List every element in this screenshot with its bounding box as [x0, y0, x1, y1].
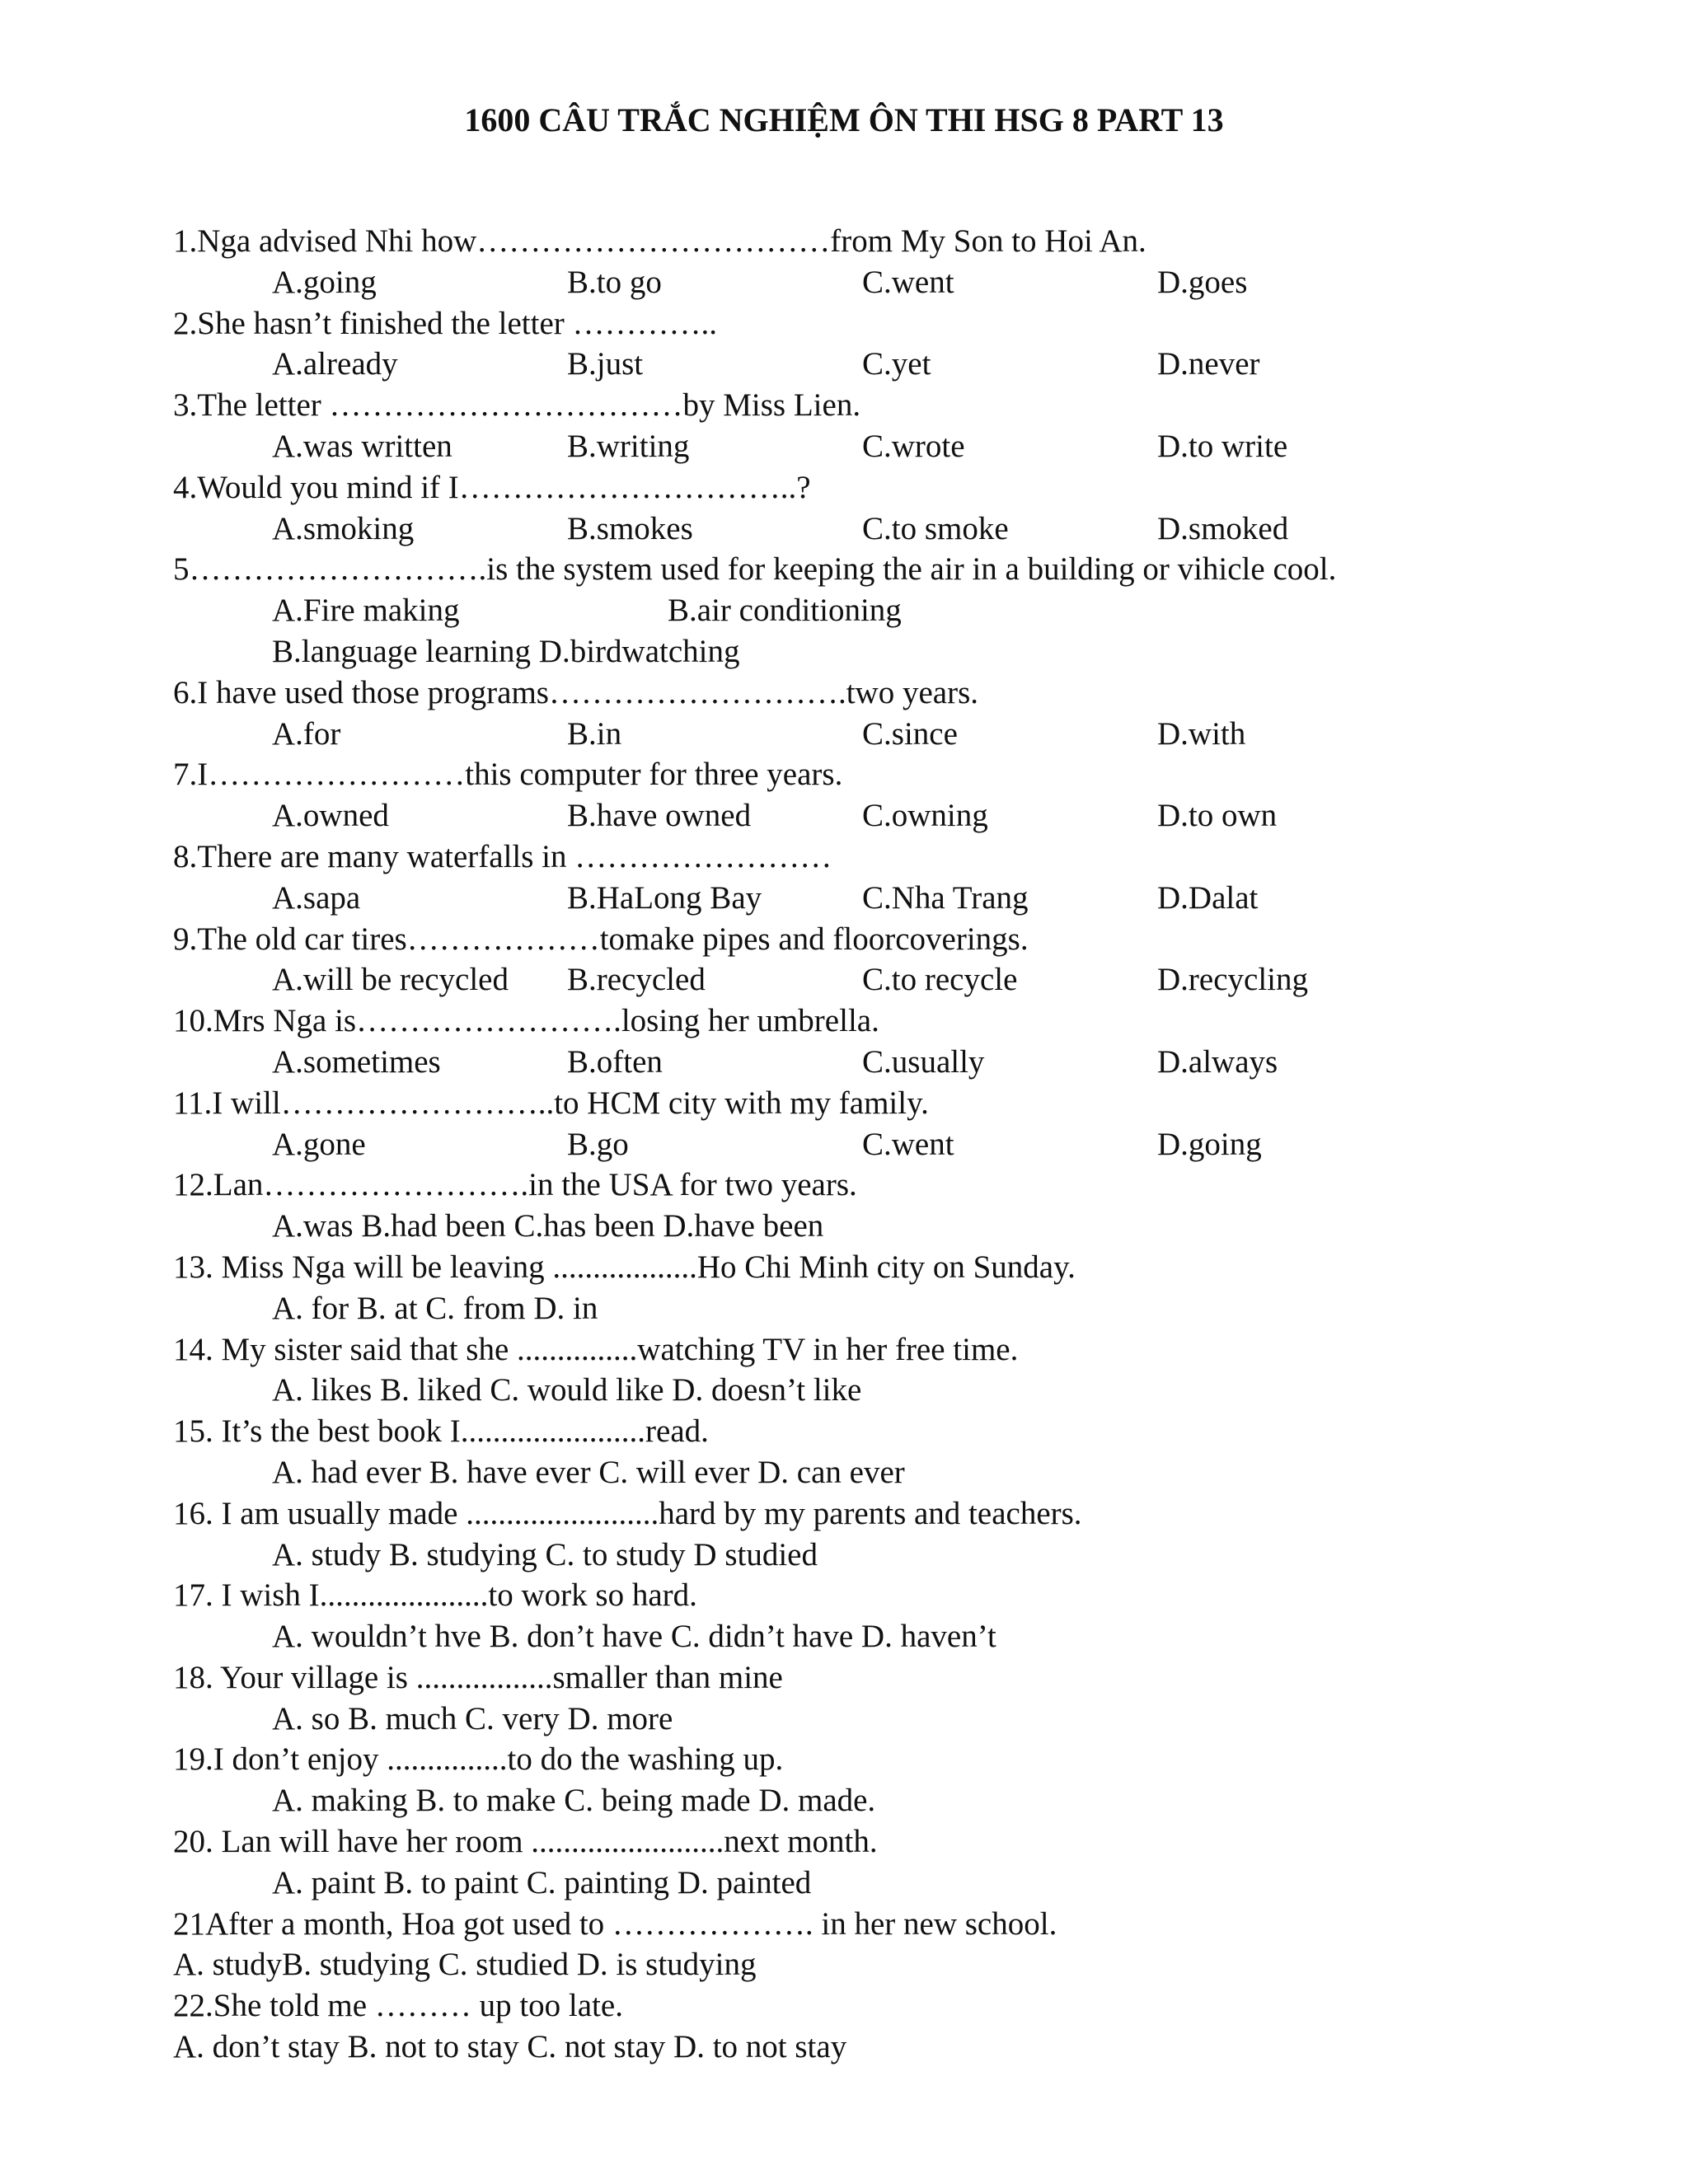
option-5b: B.air conditioning — [668, 593, 902, 629]
options-19: A. making B. to make C. being made D. made. — [272, 1783, 876, 1819]
option-11c: C.went — [862, 1126, 954, 1162]
options-3 — [173, 426, 1574, 467]
question-2: 2.She hasn’t finished the letter ………….. — [173, 305, 718, 341]
option-6c: C.since — [862, 715, 958, 752]
question-13: 13. Miss Nga will be leaving ..................Ho Chi Minh city on Sunday. — [173, 1249, 1076, 1285]
option-4a: A.smoking — [272, 510, 415, 546]
option-6a: A.for — [272, 715, 341, 752]
options-5-row1 — [173, 590, 1574, 631]
options-21: A. studyB. studying C. studied D. is studying — [173, 1947, 757, 1983]
option-4c: C.to smoke — [862, 510, 1009, 546]
option-3c: C.wrote — [862, 428, 965, 464]
option-1b: B.to go — [567, 264, 662, 300]
options-18: A. so B. much C. very D. more — [272, 1700, 673, 1736]
option-4d: D.smoked — [1157, 510, 1289, 546]
options-12: A.was B.had been C.has been D.have been — [272, 1208, 824, 1244]
options-11 — [173, 1124, 1574, 1165]
option-1a: A.going — [272, 264, 377, 300]
option-11b: B.go — [567, 1126, 629, 1162]
option-6b: B.in — [567, 715, 622, 752]
option-11d: D.going — [1157, 1126, 1262, 1162]
question-15: 15. It’s the best book I.......................read. — [173, 1413, 709, 1450]
question-1: 1.Nga advised Nhi how……………………………from My Son to Hoi An. — [173, 223, 1146, 259]
options-10 — [173, 1042, 1574, 1083]
option-6d: D.with — [1157, 715, 1246, 752]
option-1d: D.goes — [1157, 264, 1248, 300]
options-1 — [173, 262, 1574, 303]
option-2d: D.never — [1157, 346, 1260, 382]
option-3b: B.writing — [567, 428, 690, 464]
option-10c: C.usually — [862, 1043, 985, 1080]
question-18: 18. Your village is .................smaller than mine — [173, 1659, 783, 1695]
question-12: 12.Lan…………………….in the USA for two years. — [173, 1167, 857, 1203]
option-5a: A.Fire making — [272, 593, 460, 629]
option-2b: B.just — [567, 346, 644, 382]
question-list — [173, 221, 1574, 2068]
option-3d: D.to write — [1157, 428, 1288, 464]
options-22: A. don’t stay B. not to stay C. not stay D. to not stay — [173, 2029, 847, 2065]
option-7a: A.owned — [272, 798, 389, 834]
option-1c: C.went — [862, 264, 954, 300]
options-14: A. likes B. liked C. would like D. doesn’t like — [272, 1372, 862, 1408]
option-8c: C.Nha Trang — [862, 879, 1029, 916]
question-9: 9.The old car tires………………tomake pipes and floorcoverings. — [173, 921, 1029, 957]
option-9d: D.recycling — [1157, 962, 1309, 998]
question-11: 11.I will……………………..to HCM city with my family. — [173, 1085, 929, 1121]
question-16: 16. I am usually made ........................hard by my parents and teachers. — [173, 1495, 1082, 1531]
question-5: 5……………………….is the system used for keeping the air in a building or vihicle cool. — [173, 551, 1337, 588]
options-6 — [173, 714, 1574, 755]
options-13: A. for B. at C. from D. in — [272, 1290, 598, 1326]
question-17: 17. I wish I.....................to work so hard. — [173, 1577, 697, 1614]
question-20: 20. Lan will have her room ........................next month. — [173, 1824, 878, 1860]
option-8a: A.sapa — [272, 879, 361, 916]
question-22: 22.She told me ……… up too late. — [173, 1988, 623, 2024]
option-10a: A.sometimes — [272, 1043, 441, 1080]
option-9c: C.to recycle — [862, 962, 1018, 998]
document-title: 1600 CÂU TRẮC NGHIỆM ÔN THI HSG 8 PART 13 — [464, 101, 1224, 138]
option-8b: B.HaLong Bay — [567, 879, 762, 916]
options-8 — [173, 878, 1574, 919]
option-11a: A.gone — [272, 1126, 366, 1162]
options-17: A. wouldn’t hve B. don’t have C. didn’t have D. haven’t — [272, 1619, 996, 1655]
option-9b: B.recycled — [567, 962, 706, 998]
option-2a: A.already — [272, 346, 398, 382]
option-9a: A.will be recycled — [272, 962, 509, 998]
question-19: 19.I don’t enjoy ...............to do the washing up. — [173, 1741, 784, 1778]
option-10d: D.always — [1157, 1043, 1278, 1080]
question-21: 21After a month, Hoa got used to ………………. in her new school. — [173, 1905, 1057, 1942]
option-7c: C.owning — [862, 798, 988, 834]
options-4 — [173, 509, 1574, 550]
option-8d: D.Dalat — [1157, 879, 1259, 916]
options-2 — [173, 344, 1574, 385]
option-7d: D.to own — [1157, 798, 1278, 834]
question-14: 14. My sister said that she ...............watching TV in her free time. — [173, 1331, 1019, 1367]
question-6: 6.I have used those programs……………………….two years. — [173, 674, 978, 710]
question-7: 7.I……………………this computer for three years. — [173, 757, 843, 793]
options-7 — [173, 795, 1574, 837]
option-4b: B.smokes — [567, 510, 693, 546]
option-7b: B.have owned — [567, 798, 752, 834]
question-4: 4.Would you mind if I…………………………..? — [173, 469, 811, 505]
option-3a: A.was written — [272, 428, 452, 464]
question-8: 8.There are many waterfalls in …………………… — [173, 838, 832, 874]
option-10b: B.often — [567, 1043, 663, 1080]
options-5-row2: B.language learning D.birdwatching — [272, 633, 740, 669]
options-16: A. study B. studying C. to study D studied — [272, 1536, 818, 1572]
options-15: A. had ever B. have ever C. will ever D. can ever — [272, 1454, 905, 1490]
options-20: A. paint B. to paint C. painting D. painted — [272, 1864, 812, 1900]
question-3: 3.The letter ……………………………by Miss Lien. — [173, 387, 861, 424]
option-2c: C.yet — [862, 346, 931, 382]
options-9 — [173, 959, 1574, 1001]
question-10: 10.Mrs Nga is…………………….losing her umbrella. — [173, 1003, 879, 1039]
